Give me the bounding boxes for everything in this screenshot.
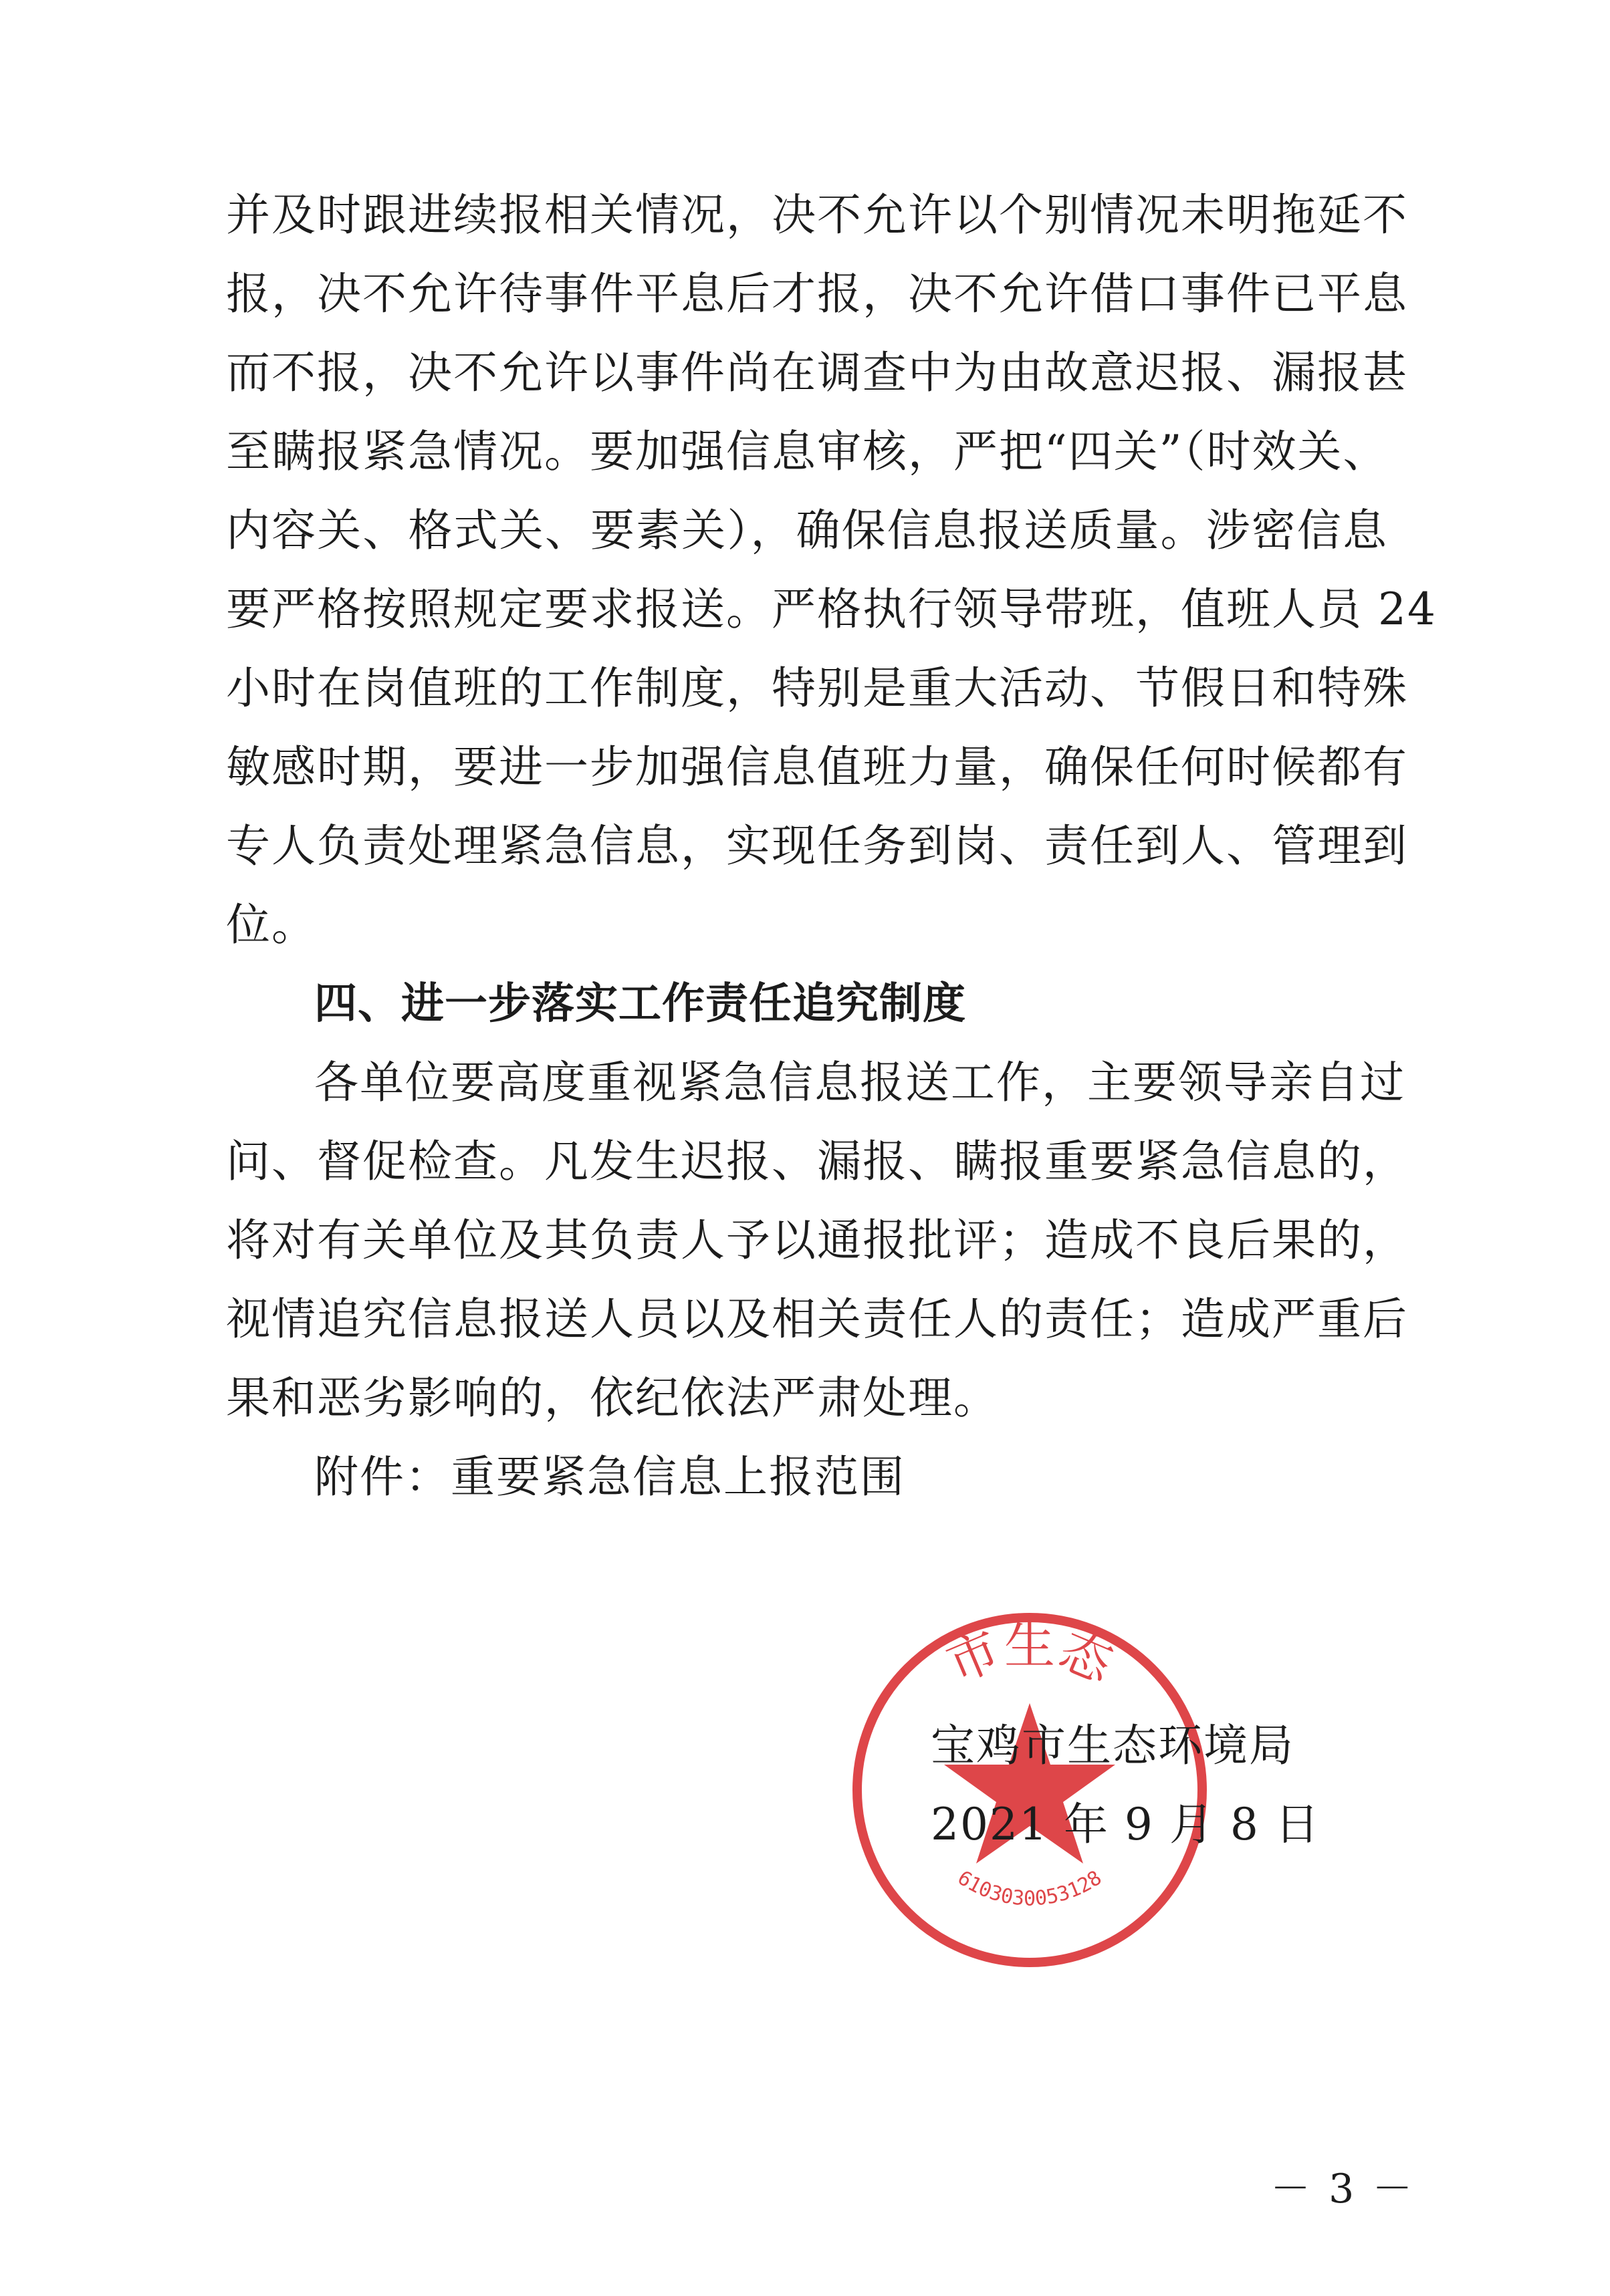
paragraph-line: 要严格按照规定要求报送。严格执行领导带班，值班人员 24 [226,584,1437,635]
paragraph-line: 敏感时期，要进一步加强信息值班力量，确保任何时候都有 [226,741,1408,793]
seal-top-text: 市生态 [938,1616,1121,1694]
official-seal [829,1589,1230,1991]
paragraph-line: 并及时跟进续报相关情况，决不允许以个别情况未明拖延不 [226,189,1408,241]
page-number: － 3 － [1270,2166,1415,2212]
section-line: 果和恶劣影响的，依纪依法严肃处理。 [226,1372,999,1424]
paragraph-line: 小时在岗值班的工作制度，特别是重大活动、节假日和特殊 [226,662,1408,714]
attachment-line: 附件：重要紧急信息上报范围 [314,1451,905,1503]
section-line: 问、督促检查。凡发生迟报、漏报、瞒报重要紧急信息的， [226,1136,1408,1187]
section-line: 各单位要高度重视紧急信息报送工作，主要领导亲自过 [314,1057,1405,1108]
paragraph-line: 至瞒报紧急情况。要加强信息审核，严把“四关”（时效关、 [226,426,1389,477]
paragraph-line: 而不报，决不允许以事件尚在调查中为由故意迟报、漏报甚 [226,347,1408,398]
svg-text:6103030053128 [953,1866,1107,1910]
paragraph-line: 报，决不允许待事件平息后才报，决不允许借口事件已平息 [226,268,1408,320]
signing-date: 2021 年 9 月 8 日 [931,1799,1320,1850]
section-heading: 四、进一步落实工作责任追究制度 [314,979,966,1029]
paragraph-line: 位。 [226,899,317,950]
seal-number: 6103030053128 [953,1866,1107,1911]
paragraph-line: 内容关、格式关、要素关），确保信息报送质量。涉密信息 [226,505,1388,556]
section-line: 视情追究信息报送人员以及相关责任人的责任；造成严重后 [226,1293,1408,1345]
section-line: 将对有关单位及其负责人予以通报批评；造成不良后果的， [226,1215,1408,1266]
paragraph-line: 专人负责处理紧急信息，实现任务到岗、责任到人、管理到 [226,820,1408,872]
signing-organization: 宝鸡市生态环境局 [931,1720,1294,1771]
